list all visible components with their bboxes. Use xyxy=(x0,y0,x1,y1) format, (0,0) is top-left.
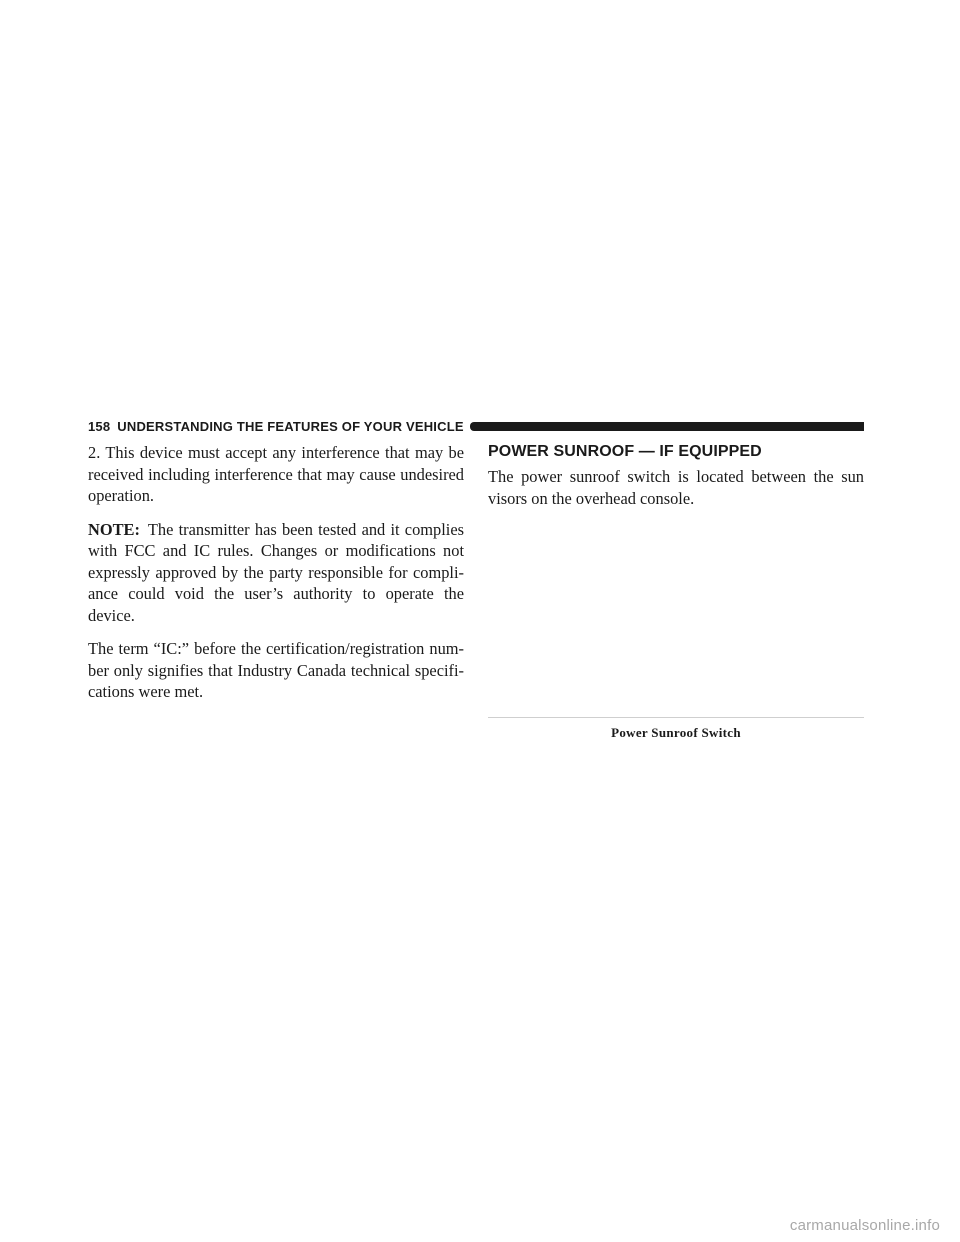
watermark: carmanualsonline.info xyxy=(789,1217,940,1234)
paragraph-interference: 2. This device must accept any interference that may be received including interference that may cause undesired operation. xyxy=(88,443,464,505)
note-text: The transmitter has been tested and it complies with FCC and IC rules. Changes or modifications not expressly approved by the party responsible for compli-ance could void the user’s authority to operate the device. xyxy=(88,519,464,625)
section-title: UNDERSTANDING THE FEATURES OF YOUR VEHICLE xyxy=(117,418,464,434)
sunroof-switch-figure xyxy=(488,502,864,717)
figure-caption: Power Sunroof Switch xyxy=(611,725,741,740)
note-paragraph xyxy=(88,519,464,627)
header-rule xyxy=(470,422,864,431)
section-heading: POWER SUNROOF — IF EQUIPPED xyxy=(488,443,762,460)
note-label: NOTE: xyxy=(88,519,140,539)
figure-divider xyxy=(488,717,864,718)
page-number: 158 xyxy=(88,418,111,434)
left-column xyxy=(88,442,464,715)
page-header xyxy=(88,418,864,434)
paragraph-ic-term: The term “IC:” before the certification/registration num-ber only signifies that Industry Canada technical specifi-cations were met. xyxy=(88,639,464,701)
paragraph-sunroof-location: The power sunroof switch is located between the sun visors on the overhead console. xyxy=(488,467,864,508)
